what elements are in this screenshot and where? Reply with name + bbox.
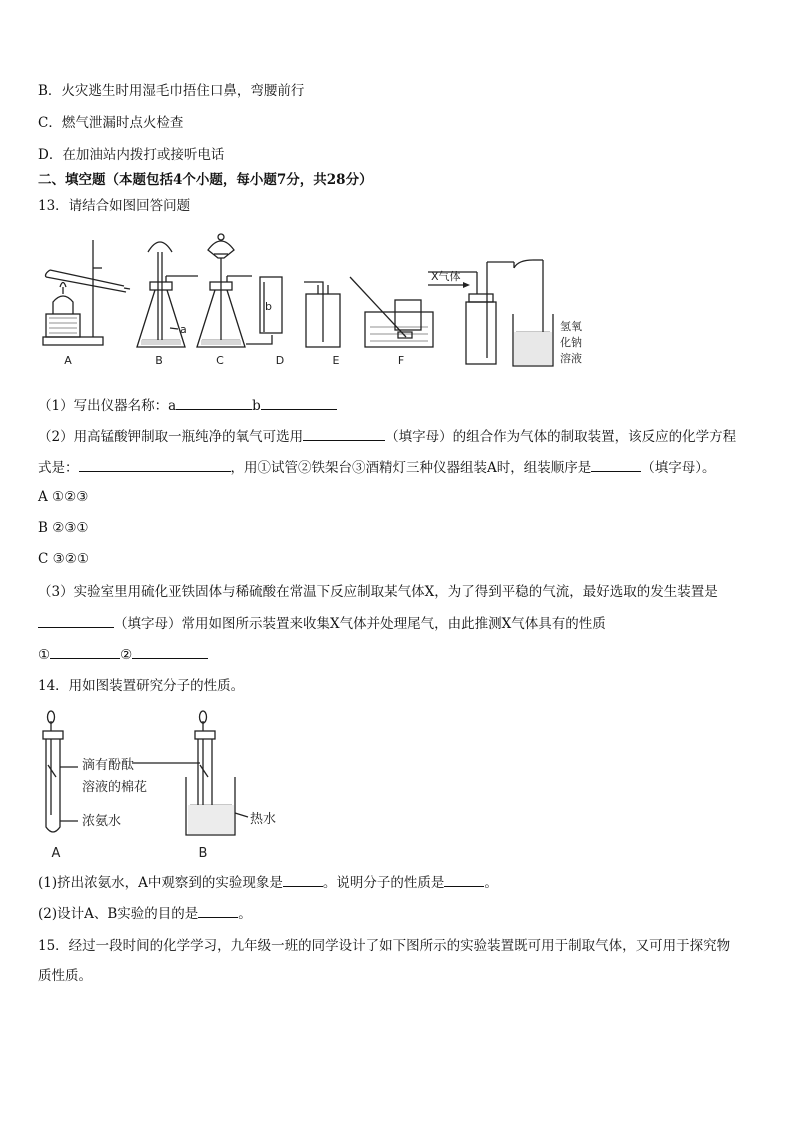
answer-blank-generator[interactable] (38, 613, 114, 628)
answer-blank-property1[interactable] (50, 644, 120, 659)
q13-apparatus-figure (38, 232, 598, 374)
option-b: B．火灾逃生时用湿毛巾捂住口鼻，弯腰前行 (38, 83, 305, 99)
answer-blank-device[interactable] (303, 426, 385, 441)
answer-blank-a[interactable] (176, 395, 252, 410)
label-c: C (216, 354, 224, 367)
ammonia-label: 浓氨水 (82, 814, 122, 829)
q14-p1-text1: (1)挤出浓氨水，A中观察到的实验现象是 (38, 875, 283, 891)
answer-blank-property2[interactable] (132, 644, 208, 659)
q13-p3-text2: （填字母）常用如图所示装置来收集X气体并处理尾气，由此推测X气体具有的性质 (114, 616, 606, 632)
naoh-label-2: 化钠 (560, 336, 582, 349)
q13-p2-text1: （2）用高锰酸钾制取一瓶纯净的氧气可选用 (38, 429, 304, 445)
q14-apparatus-figure (38, 705, 288, 865)
q13-part1 (38, 395, 337, 416)
q14-stem: 14．用如图装置研究分子的性质。 (38, 678, 245, 694)
tube-a (43, 711, 78, 832)
q13-part2-line2 (38, 457, 716, 478)
q13-p2-text4: ，用①试管②铁架台③酒精灯三种仪器组装A时，组装顺序是 (230, 460, 592, 476)
q13-p2-text5: （填字母）。 (641, 460, 716, 476)
naoh-label-1: 氢氧 (560, 320, 582, 333)
naoh-label-3: 溶液 (560, 352, 582, 365)
answer-blank-purpose[interactable] (198, 903, 238, 918)
answer-blank-order[interactable] (591, 457, 641, 472)
q15-line2: 质性质。 (38, 968, 92, 984)
label-d: D (275, 354, 285, 367)
q14-p1-text2: 。说明分子的性质是 (322, 875, 445, 891)
q13-part2-line1 (38, 426, 736, 447)
x-gas-label: X气体 (431, 270, 461, 283)
fig-label-b: B (198, 846, 208, 861)
q14-p2-text2: 。 (238, 906, 252, 922)
q13-part3-line3 (38, 644, 208, 665)
q13-p2-text3: 式是： (38, 460, 79, 476)
q13-part3-line1: （3）实验室里用硫化亚铁固体与稀硫酸在常温下反应制取某气体X，为了得到平稳的气流，最好选取的发生装置是 (38, 584, 718, 600)
q15-line1: 15．经过一段时间的化学学习，九年级一班的同学设计了如下图所示的实验装置既可用于制取气体，又可用于探究物 (38, 938, 731, 954)
apparatus-e (304, 282, 340, 347)
cotton-label-1: 滴有酚酞 (82, 758, 135, 773)
label-a: A (64, 354, 72, 367)
section-title: 二、填空题（本题包括4个小题，每小题7分，共28分） (38, 172, 373, 188)
option-d: D．在加油站内拨打或接听电话 (38, 147, 225, 163)
q13-stem: 13．请结合如图回答问题 (38, 198, 191, 214)
q13-p1-text-b: b (252, 398, 261, 414)
apparatus-b (137, 242, 198, 347)
q13-p1-text: （1）写出仪器名称：a (38, 398, 177, 414)
instrument-b-label: b (265, 300, 272, 313)
choice-a: A ①②③ (38, 489, 89, 505)
label-b: B (155, 354, 163, 367)
option-c: C．燃气泄漏时点火检查 (38, 115, 184, 131)
q14-p2-text1: (2)设计A、B实验的目的是 (38, 906, 199, 922)
apparatus-d (246, 277, 282, 344)
q14-part1 (38, 872, 498, 893)
choice-b: B ②③① (38, 520, 89, 536)
answer-blank-equation[interactable] (79, 457, 231, 472)
q14-p1-text3: 。 (484, 875, 498, 891)
answer-blank-b[interactable] (261, 395, 337, 410)
answer-blank-molecule-property[interactable] (444, 872, 484, 887)
q14-part2 (38, 903, 252, 924)
q13-p2-text2: （填字母）的组合作为气体的制取装置，该反应的化学方程 (385, 429, 737, 445)
label-f: F (397, 354, 405, 367)
cotton-label-2: 溶液的棉花 (82, 780, 148, 795)
fig-label-a: A (51, 846, 61, 861)
q13-p3-text4: ② (120, 647, 133, 663)
q13-part3-line2 (38, 613, 606, 634)
instrument-a-label: a (180, 323, 187, 336)
apparatus-a (43, 240, 130, 345)
choice-c: C ③②① (38, 551, 89, 567)
label-e: E (332, 354, 340, 367)
q13-p3-text3: ① (38, 647, 51, 663)
apparatus-f (350, 277, 433, 347)
answer-blank-phenomenon[interactable] (283, 872, 323, 887)
hot-water-label: 热水 (250, 812, 277, 827)
apparatus-c (197, 234, 252, 347)
